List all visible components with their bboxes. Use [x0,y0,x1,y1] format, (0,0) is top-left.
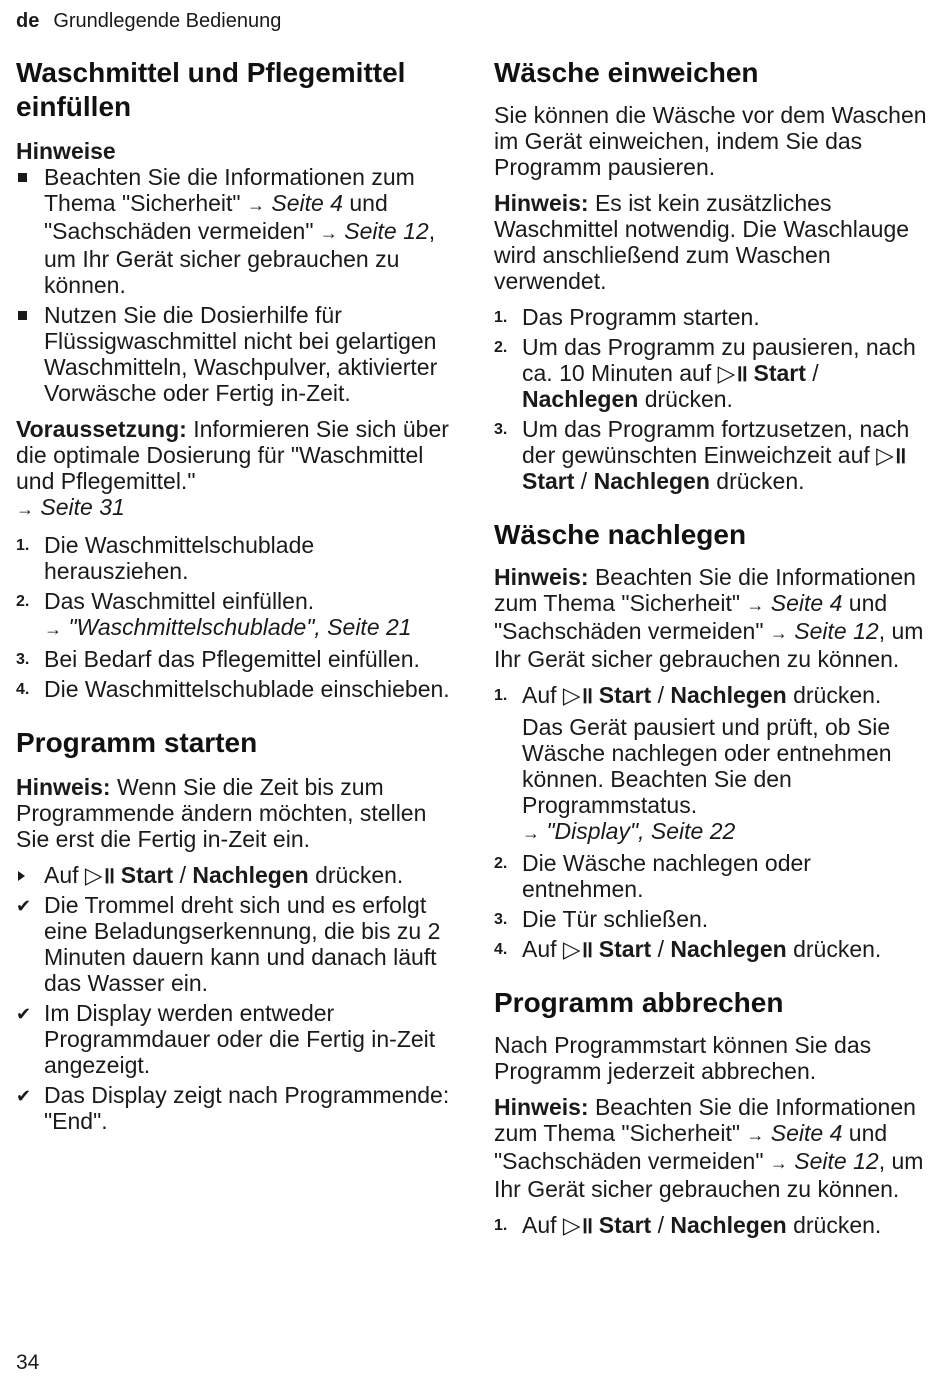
note-text: Beachten Sie die Informationen zum Thema "Sicherheit" [494,1094,916,1146]
page-ref-link[interactable]: "Display", Seite 22 [546,818,736,844]
step-text: drücken. [709,468,805,494]
step-number: 1. [494,309,508,326]
bullet-square-icon [18,311,27,320]
notes-list [16,164,456,406]
notes-heading: Hinweise [16,138,116,164]
check-icon: ✔ [16,1086,32,1106]
separator: / [651,936,671,962]
step-text: Die Tür schließen. [522,906,709,932]
step-number: 1. [16,537,30,554]
action-triangle-icon [18,871,25,881]
intro-text: Nach Programmstart können Sie das Programm jederzeit abbrechen. [494,1032,872,1084]
note [494,564,930,672]
step-text: Das Programm starten. [522,304,760,330]
step-text: Die Waschmittelschublade einschieben. [44,676,450,702]
arrow-icon: → [246,195,265,215]
step-number: 3. [494,911,508,928]
nachlegen-key-label: Nachlegen [670,682,787,708]
note-text: Wenn Sie die Zeit bis zum Programmende ändern möchten, stellen Sie erst die Fertig in-Zeit ein. [16,774,427,852]
arrow-icon: → [522,823,540,843]
play-pause-icon: ▷॥ [876,442,906,468]
note-text: Es ist kein zusätzliches Waschmittel notwendig. Die Waschlauge wird anschließend zum Waschen verwendet. [494,190,910,294]
list-item [16,1000,456,1078]
step-number: 3. [16,651,30,668]
action-text: Auf [44,862,85,888]
page-header [16,8,281,34]
step-text: Um das Programm zu pausieren, nach ca. 10 Minuten auf [522,334,916,386]
heading-cancel: Programm abbrechen [494,987,784,1018]
result-text: Die Trommel dreht sich und es erfolgt eine Beladungserkennung, die bis zu 2 Minuten dauern kann und danach läuft das Wasser ein. [44,892,441,996]
start-key-label: Start [753,360,806,386]
step-text: Auf [522,1212,563,1238]
nachlegen-key-label: Nachlegen [522,386,639,412]
step-number: 1. [494,1217,508,1234]
note-text: , um Ihr Gerät sicher gebrauchen zu können. [494,1148,924,1202]
section-reload [494,518,930,962]
section-soak [494,56,930,494]
step-note [522,714,930,846]
step-number: 4. [494,941,508,958]
note [494,1094,930,1202]
list-item [16,646,456,672]
list-item [16,302,456,406]
page-ref-link[interactable]: Seite 4 [770,1120,843,1146]
step-text: drücken. [786,1212,882,1238]
prerequisite-text: Informieren Sie sich über die optimale Dosierung für "Waschmittel und Pflegemittel." [16,416,449,494]
list-item [16,862,456,888]
page-number: 34 [16,1351,40,1374]
header-title: Grundlegende Bedienung [53,10,282,32]
steps-list [494,1212,930,1238]
page-ref-link[interactable]: Seite 4 [271,190,343,216]
play-pause-icon: ▷॥ [717,360,748,386]
prerequisite-label: Voraussetzung: [16,416,187,442]
step-number: 3. [494,421,508,438]
note [494,190,930,294]
page-ref-link[interactable]: Seite 31 [40,494,125,520]
start-key-label: Start [120,862,174,888]
list-item [16,1082,456,1134]
heading-detergent: Waschmittel und Pflegemittel einfüllen [16,57,406,122]
list-item [494,334,930,412]
note-text: und "Sachschäden vermeiden" [44,190,388,244]
step-number: 4. [16,681,30,698]
start-key-label: Start [598,936,652,962]
step-note-text: Das Gerät pausiert und prüft, ob Sie Wäsche nachlegen oder entnehmen können. Beachten Sie den Programmstatus. [522,714,892,818]
step-text: Bei Bedarf das Pflegemittel einfüllen. [44,646,420,672]
arrow-icon: → [769,1153,788,1173]
bullet-square-icon [18,173,27,182]
separator: / [574,468,594,494]
nachlegen-key-label: Nachlegen [670,936,787,962]
arrow-icon: → [746,1125,765,1145]
nachlegen-key-label: Nachlegen [192,862,309,888]
separator: / [651,682,671,708]
steps-list [16,532,456,702]
section-cancel [494,986,930,1238]
note-label: Hinweis: [494,1094,589,1120]
note-text: und "Sachschäden vermeiden" [494,1120,888,1174]
list-item [494,1212,930,1238]
step-text: drücken. [638,386,733,412]
note-text: , um Ihr Gerät sicher gebrauchen zu können. [494,618,924,672]
list-item [16,676,456,702]
intro-text: Sie können die Wäsche vor dem Waschen im Gerät einweichen, indem Sie das Programm pausieren. [494,102,927,180]
section-detergent [16,56,456,702]
check-icon: ✔ [16,1004,32,1024]
list-item [494,906,930,932]
list-item [494,304,930,330]
step-text: Das Waschmittel einfüllen. [44,588,315,614]
heading-start-program: Programm starten [16,727,258,758]
page-ref-link[interactable]: Seite 4 [770,590,843,616]
arrow-icon: → [44,619,62,639]
separator: / [805,360,819,386]
play-pause-icon: ▷॥ [562,936,593,962]
prerequisite [16,416,456,522]
note-label: Hinweis: [494,190,589,216]
check-icon: ✔ [16,896,32,916]
play-pause-icon: ▷॥ [562,682,593,708]
step-text: Auf [522,682,563,708]
list-item [494,682,930,846]
action-text: drücken. [308,862,404,888]
steps-list [494,682,930,962]
note-label: Hinweis: [16,774,111,800]
result-text: Das Display zeigt nach Programmende: "End". [44,1082,450,1134]
list-item [494,416,930,494]
left-column [16,56,456,1158]
note-text: Beachten Sie die Informationen zum Thema "Sicherheit" [494,564,916,616]
list-item [16,588,456,642]
page-ref-link[interactable]: "Waschmittelschublade", Seite 21 [68,614,412,640]
step-text: Die Waschmittelschublade herausziehen. [44,532,315,584]
start-key-label: Start [598,1212,652,1238]
step-text: Um das Programm fortzusetzen, nach der gewünschten Einweichzeit auf [522,416,910,468]
step-number: 1. [494,687,508,704]
note [16,774,456,852]
nachlegen-key-label: Nachlegen [670,1212,787,1238]
separator: / [173,862,193,888]
step-number: 2. [494,339,508,356]
list-item [16,892,456,996]
section-start-program [16,726,456,1134]
play-pause-icon: ▷॥ [562,1212,593,1238]
list-item [16,532,456,584]
list-item [16,164,456,298]
right-column [494,56,930,1262]
list-item [494,850,930,902]
heading-reload: Wäsche nachlegen [494,519,747,550]
step-number: 2. [16,593,30,610]
page-ref-link[interactable]: Seite 12 [794,618,879,644]
step-text: drücken. [786,682,882,708]
arrow-icon: → [16,499,34,519]
heading-soak: Wäsche einweichen [494,57,759,88]
language-code: de [16,10,40,32]
page-ref-link[interactable]: Seite 12 [794,1148,879,1174]
step-text: Die Wäsche nachlegen oder entnehmen. [522,850,811,902]
arrow-icon: → [769,623,788,643]
step-text: drücken. [786,936,882,962]
note-text: Beachten Sie die Informationen zum Thema "Sicherheit" [44,164,415,216]
start-key-label: Start [598,682,652,708]
page-ref-link[interactable]: Seite 12 [344,218,429,244]
note-text: und "Sachschäden vermeiden" [494,590,888,644]
arrow-icon: → [319,223,338,243]
nachlegen-key-label: Nachlegen [593,468,710,494]
list-item [494,936,930,962]
separator: / [651,1212,671,1238]
note-text: Nutzen Sie die Dosierhilfe für Flüssigwaschmittel nicht bei gelartigen Waschmitteln, Waschpulver, aktivierter Vorwäsche oder Fertig in-Zeit. [44,302,438,406]
step-number: 2. [494,855,508,872]
result-text: Im Display werden entweder Programmdauer oder die Fertig in-Zeit angezeigt. [44,1000,436,1078]
arrow-icon: → [746,595,765,615]
action-list [16,862,456,1134]
note-label: Hinweis: [494,564,589,590]
start-key-label: Start [522,468,575,494]
play-pause-icon: ▷॥ [84,862,115,888]
step-text: Auf [522,936,563,962]
steps-list [494,304,930,494]
note-text: , um Ihr Gerät sicher gebrauchen zu können. [44,218,436,298]
